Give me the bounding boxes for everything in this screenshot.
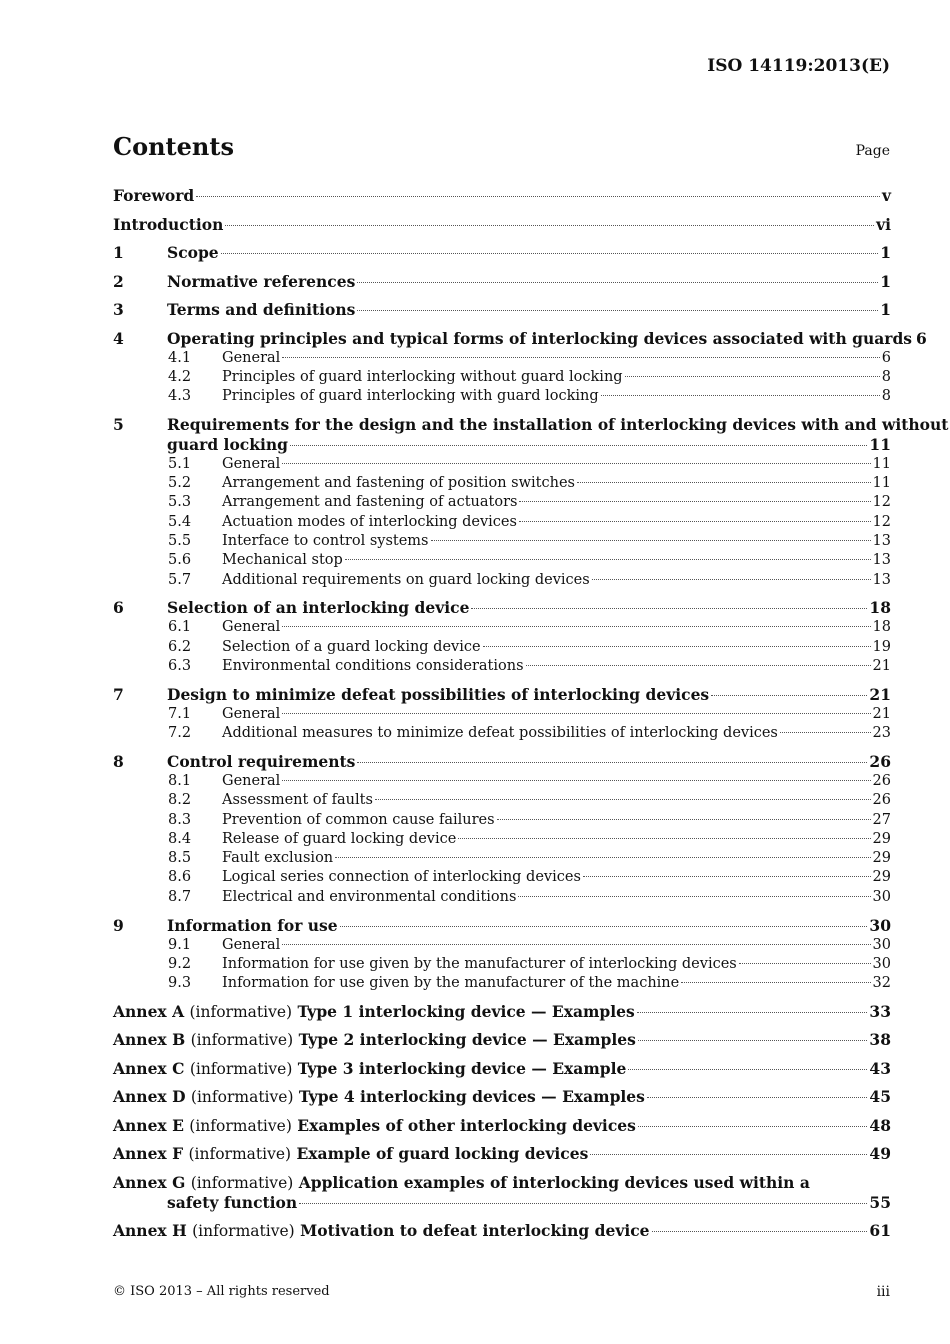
toc-entry-4-1[interactable]: 4.1 General 6: [168, 349, 891, 366]
toc-entry-annex-e[interactable]: Annex E (informative) Examples of other interlocking devices 48: [113, 1115, 891, 1135]
toc-entry-9-3[interactable]: 9.3 Information for use given by the manufacturer of the machine 32: [168, 975, 891, 992]
page-number: iii: [876, 1284, 890, 1300]
toc-entry-clause-4[interactable]: 4 Operating principles and typical forms of interlocking devices associated with guards 6: [113, 328, 927, 348]
toc-entry-8-5[interactable]: 8.5 Fault exclusion 29: [168, 850, 891, 867]
toc-entry-clause-5-line1[interactable]: 5 Requirements for the design and the installation of interlocking devices with and without: [113, 414, 949, 434]
page-title: Contents: [113, 132, 234, 161]
toc-entry-8-7[interactable]: 8.7 Electrical and environmental conditions 30: [168, 888, 891, 905]
toc-entry-5-2[interactable]: 5.2 Arrangement and fastening of position switches 11: [168, 475, 891, 492]
toc-entry-4-2[interactable]: 4.2 Principles of guard interlocking without guard locking 8: [168, 368, 891, 385]
toc-entry-5-7[interactable]: 5.7 Additional requirements on guard locking devices 13: [168, 571, 891, 588]
toc-entry-7-2[interactable]: 7.2 Additional measures to minimize defeat possibilities of interlocking devices 23: [168, 725, 891, 742]
toc-entry-clause-1[interactable]: 1 Scope 1: [113, 243, 891, 262]
toc-entry-foreword[interactable]: Foreword v: [113, 186, 891, 205]
toc-entry-introduction[interactable]: Introduction vi: [113, 214, 891, 234]
toc-entry-clause-8[interactable]: 8 Control requirements 26: [113, 751, 891, 771]
toc-entry-clause-9[interactable]: 9 Information for use 30: [113, 915, 891, 935]
toc-entry-9-1[interactable]: 9.1 General 30: [168, 936, 891, 953]
toc-entry-annex-f[interactable]: Annex F (informative) Example of guard locking devices 49: [113, 1144, 891, 1164]
toc-entry-annex-b[interactable]: Annex B (informative) Type 2 interlocking device — Examples 38: [113, 1030, 891, 1050]
toc-entry-8-2[interactable]: 8.2 Assessment of faults 26: [168, 792, 891, 809]
toc-entry-5-5[interactable]: 5.5 Interface to control systems 13: [168, 533, 891, 550]
page-column-label: Page: [855, 143, 890, 159]
toc-entry-annex-h[interactable]: Annex H (informative) Motivation to defeat interlocking device 61: [113, 1221, 891, 1241]
toc-entry-4-3[interactable]: 4.3 Principles of guard interlocking with guard locking 8: [168, 388, 891, 405]
document-id: ISO 14119:2013(E): [707, 56, 890, 76]
toc-entry-clause-7[interactable]: 7 Design to minimize defeat possibilities of interlocking devices 21: [113, 684, 891, 704]
toc-entry-8-6[interactable]: 8.6 Logical series connection of interlocking devices 29: [168, 869, 891, 886]
toc-entry-5-6[interactable]: 5.6 Mechanical stop 13: [168, 552, 891, 569]
toc-entry-clause-5-line2[interactable]: guard locking 11: [167, 434, 891, 454]
copyright-notice: © ISO 2013 – All rights reserved: [113, 1284, 330, 1299]
toc-entry-annex-a[interactable]: Annex A (informative) Type 1 interlocking device — Examples 33: [113, 1001, 891, 1021]
toc-entry-5-3[interactable]: 5.3 Arrangement and fastening of actuators 12: [168, 494, 891, 511]
toc-entry-5-4[interactable]: 5.4 Actuation modes of interlocking devices 12: [168, 513, 891, 530]
toc-entry-annex-g-line2[interactable]: safety function 55: [167, 1192, 891, 1212]
toc-entry-8-4[interactable]: 8.4 Release of guard locking device 29: [168, 830, 891, 847]
toc-entry-9-2[interactable]: 9.2 Information for use given by the manufacturer of interlocking devices 30: [168, 955, 891, 972]
toc-entry-5-1[interactable]: 5.1 General 11: [168, 455, 891, 472]
toc-entry-clause-3[interactable]: 3 Terms and definitions 1: [113, 300, 891, 319]
toc-entry-7-1[interactable]: 7.1 General 21: [168, 705, 891, 722]
table-of-contents: [113, 186, 949, 1241]
toc-entry-annex-c[interactable]: Annex C (informative) Type 3 interlocking device — Example 43: [113, 1058, 891, 1078]
toc-entry-clause-6[interactable]: 6 Selection of an interlocking device 18: [113, 598, 891, 618]
toc-entry-6-3[interactable]: 6.3 Environmental conditions considerations 21: [168, 658, 891, 675]
toc-entry-annex-d[interactable]: Annex D (informative) Type 4 interlocking devices — Examples 45: [113, 1087, 891, 1107]
toc-entry-annex-g-line1[interactable]: Annex G (informative) Application examples of interlocking devices used within a: [113, 1172, 810, 1192]
toc-entry-8-1[interactable]: 8.1 General 26: [168, 772, 891, 789]
toc-entry-6-1[interactable]: 6.1 General 18: [168, 619, 891, 636]
toc-entry-6-2[interactable]: 6.2 Selection of a guard locking device 19: [168, 638, 891, 655]
toc-entry-8-3[interactable]: 8.3 Prevention of common cause failures 27: [168, 811, 891, 828]
toc-entry-clause-2[interactable]: 2 Normative references 1: [113, 271, 891, 291]
